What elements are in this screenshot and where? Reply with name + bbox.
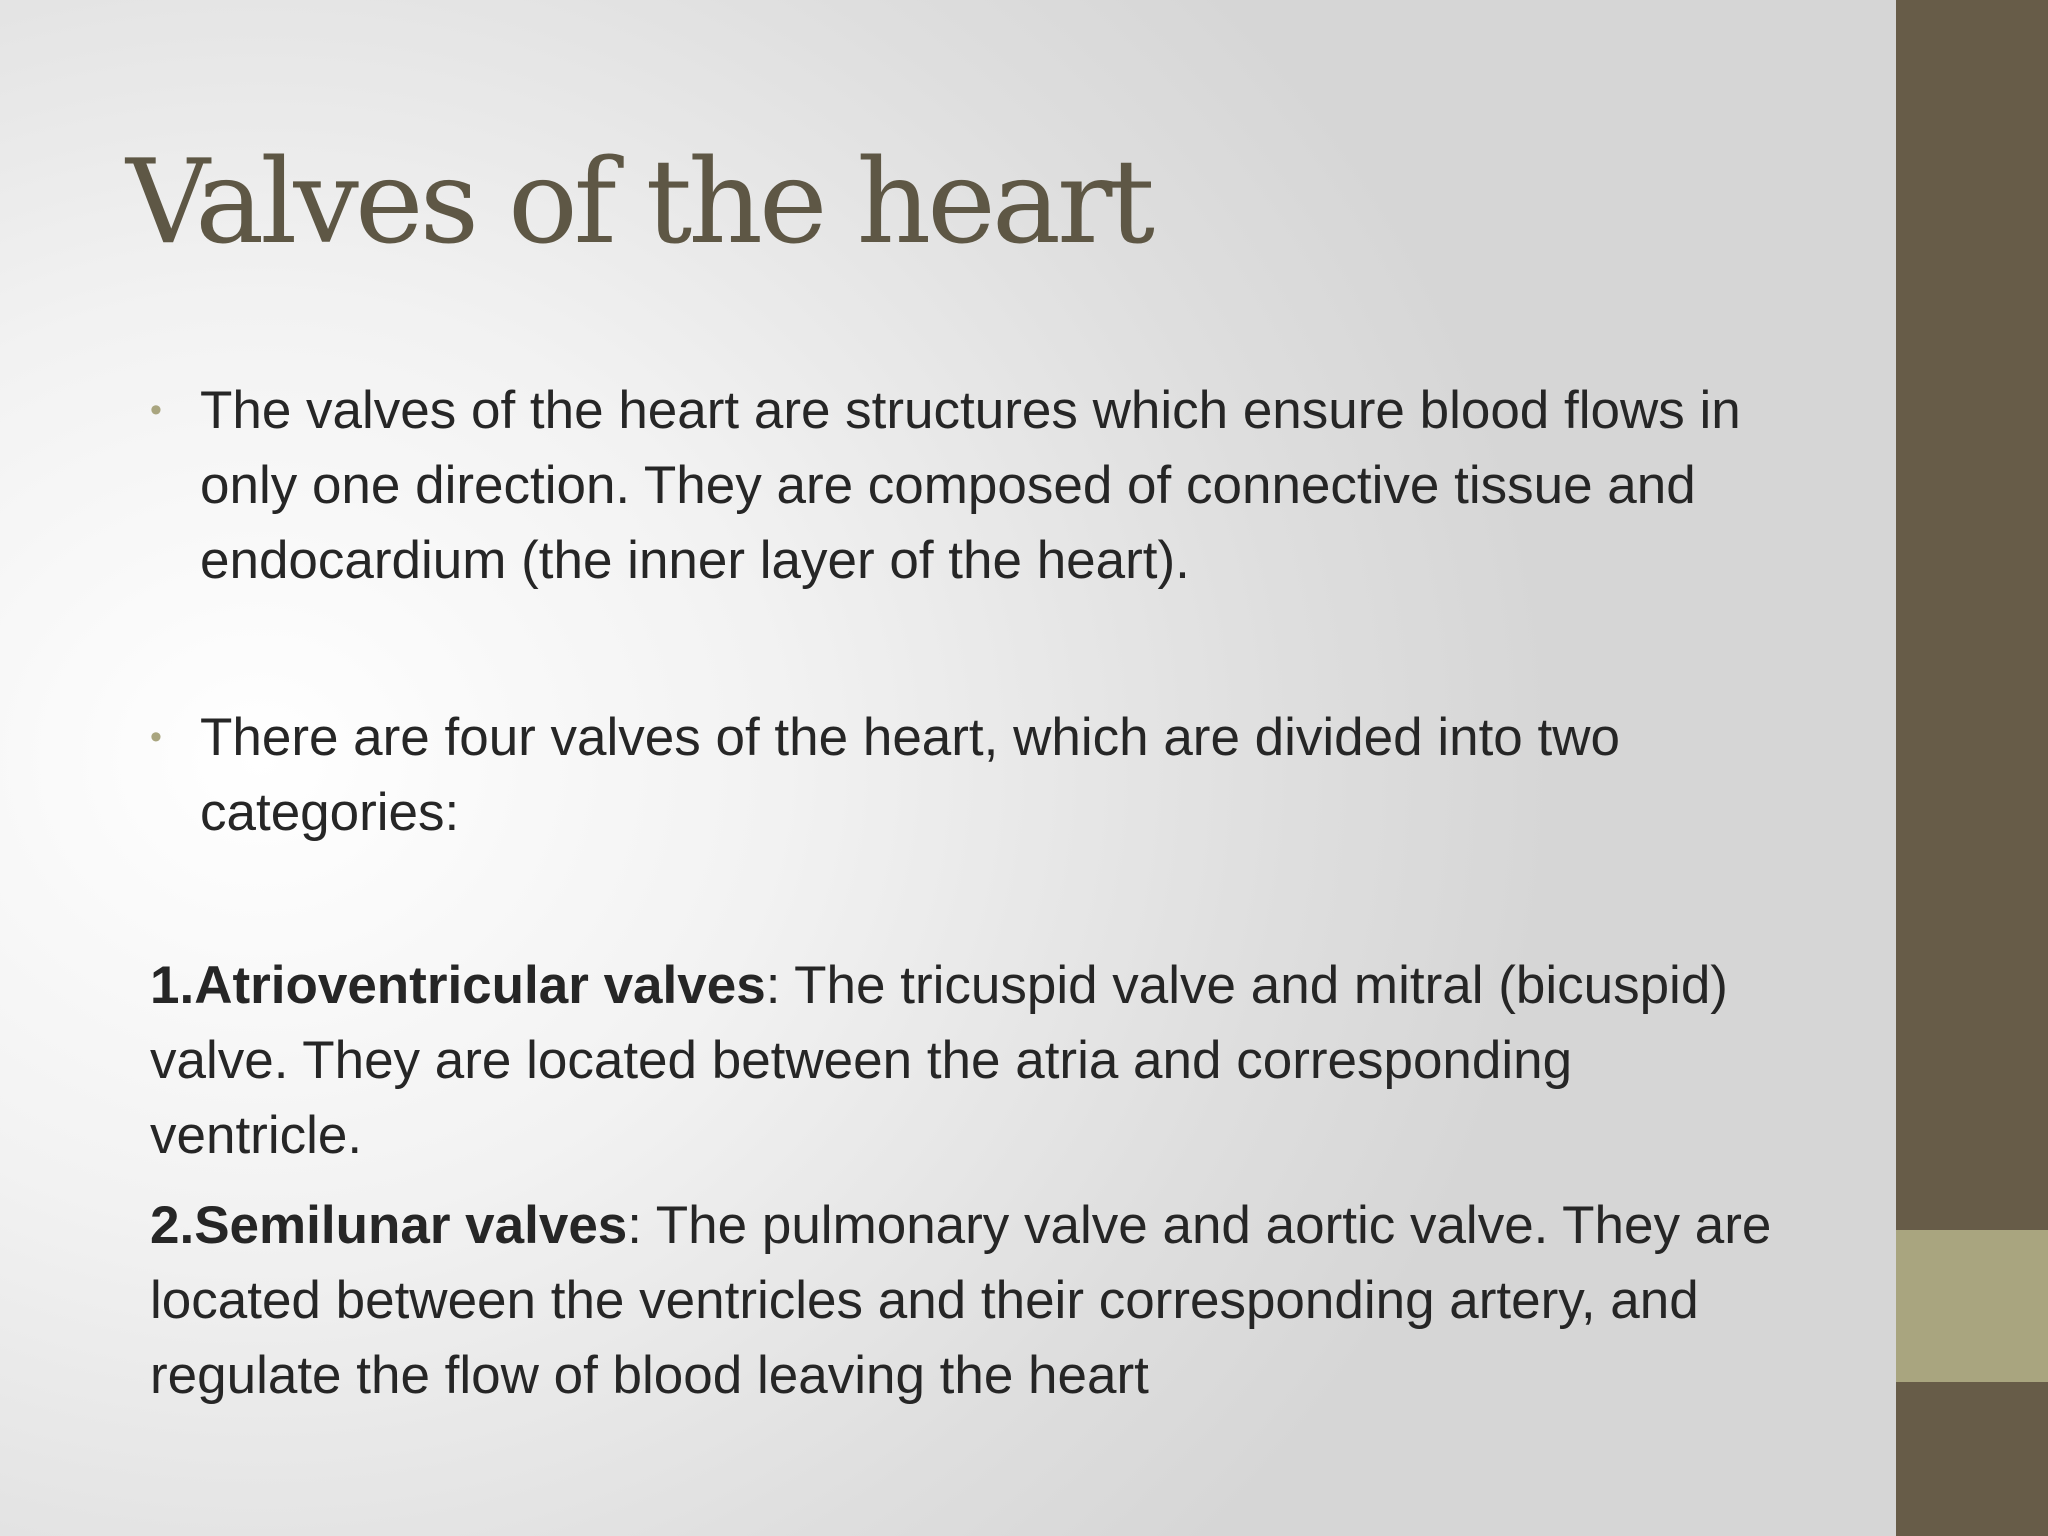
- numbered-term: 1.Atrioventricular valves: [150, 956, 766, 1015]
- bullet-text: There are four valves of the heart, which are divided into two categories:: [200, 708, 1620, 842]
- numbered-text: : The tricuspid valve and mitral (bicuspid) valve. They are located between the atria and corresponding ventricle.: [150, 956, 1728, 1165]
- bullet-text: The valves of the heart are structures which ensure blood flows in only one direction. They are composed of connective tissue and endocardium (the inner layer of the heart).: [200, 381, 1741, 590]
- numbered-item: [150, 1188, 1790, 1413]
- bullet-marker: •: [150, 718, 162, 756]
- side-accent-block: [1896, 1230, 2048, 1382]
- bullet-marker: •: [150, 391, 162, 429]
- bullet-item: [150, 373, 1780, 598]
- numbered-term: 2.Semilunar valves: [150, 1196, 628, 1255]
- slide-title: Valves of the heart: [126, 135, 1152, 270]
- numbered-item: [150, 948, 1790, 1173]
- bullet-item: [150, 700, 1780, 850]
- numbered-text: : The pulmonary valve and aortic valve. They are located between the ventricles and their corresponding artery, and regulate the flow of blood leaving the heart: [150, 1196, 1772, 1405]
